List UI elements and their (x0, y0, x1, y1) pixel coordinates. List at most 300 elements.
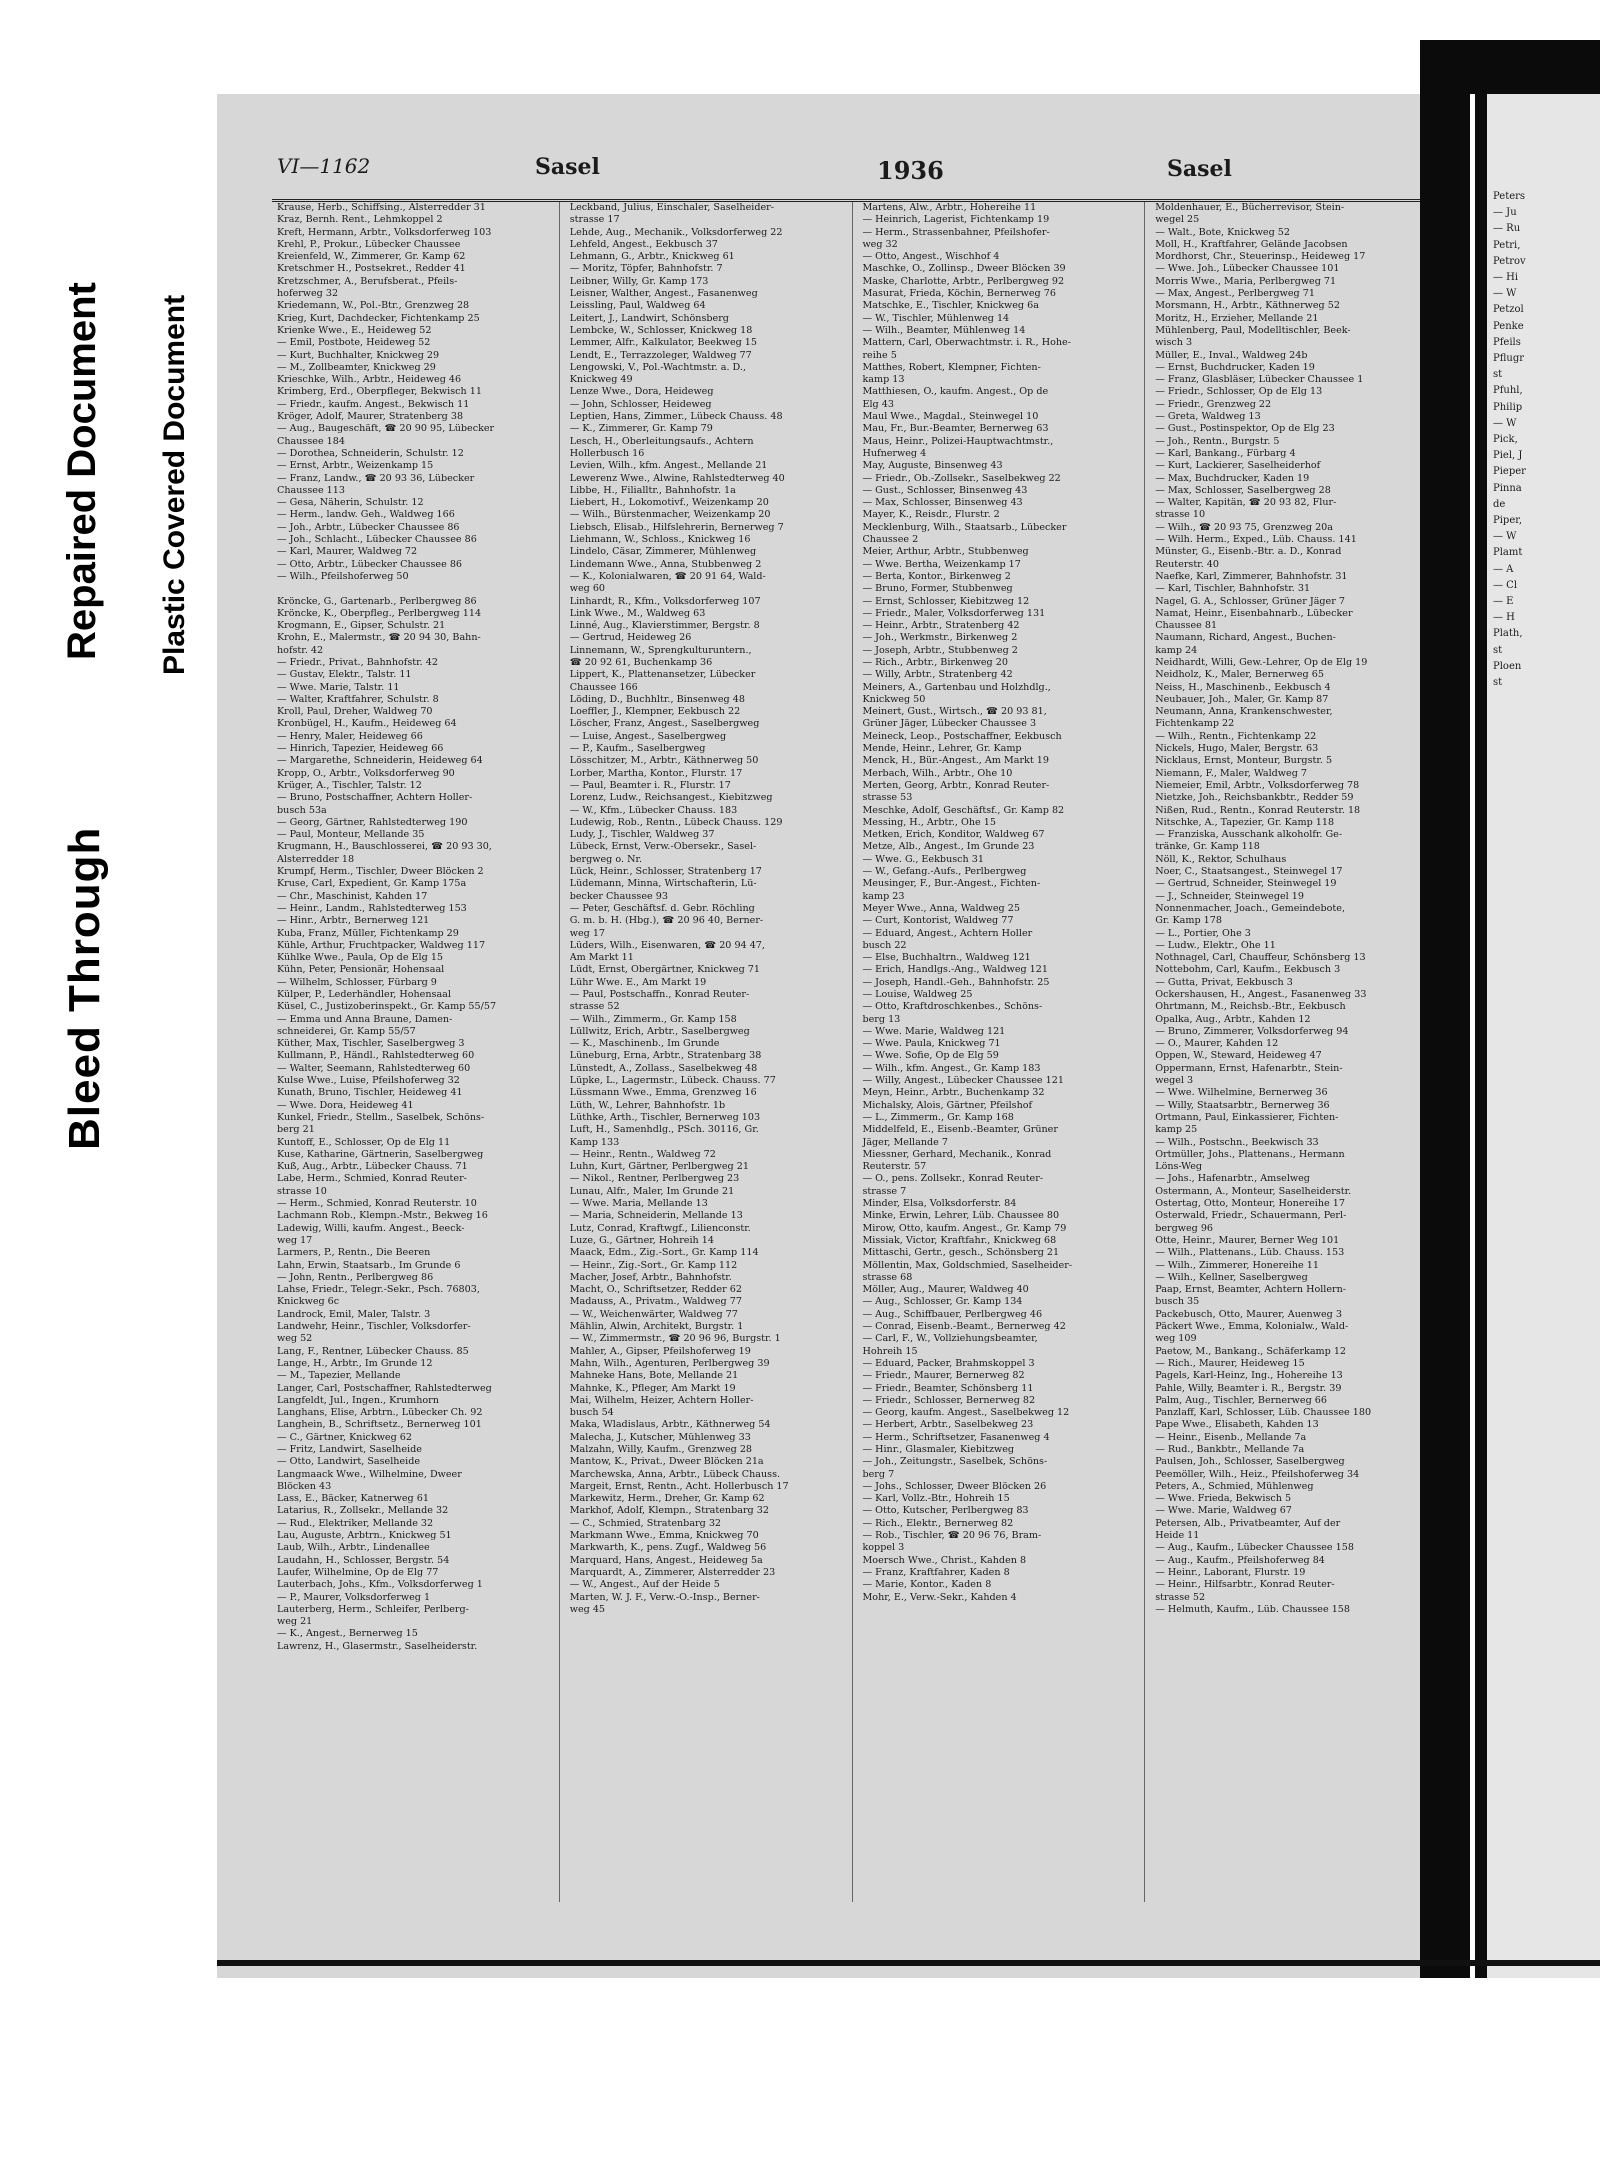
directory-entry: — Franz, Glasbläser, Lübecker Chaussee 1 (1155, 374, 1364, 386)
directory-entry: Lenze Wwe., Dora, Heideweg (569, 386, 714, 398)
directory-entry: kamp 25 (1155, 1124, 1198, 1136)
directory-entry: Pape Wwe., Elisabeth, Kahden 13 (1155, 1419, 1319, 1431)
directory-entry: Maack, Edm., Zig.-Sort., Gr. Kamp 114 (569, 1247, 759, 1259)
directory-entry: — Otto, Angest., Wischhof 4 (862, 251, 1000, 263)
directory-entry: Leptien, Hans, Zimmer., Lübeck Chauss. 48 (569, 411, 783, 423)
directory-entry: Niemeier, Emil, Arbtr., Volksdorferweg 78 (1155, 779, 1360, 791)
directory-entry: — Friedr., Schlosser, Op de Elg 13 (1155, 386, 1323, 398)
stamp-plastic-covered: Plastic Covered Document (158, 294, 191, 675)
directory-entry: — Henry, Maler, Heideweg 66 (277, 730, 423, 742)
adjacent-entry: de (1493, 498, 1506, 510)
directory-entry: — W., Angest., Auf der Heide 5 (569, 1579, 720, 1591)
directory-entry: Chaussee 2 (862, 534, 919, 546)
directory-entry: Naumann, Richard, Angest., Buchen- (1155, 632, 1336, 644)
directory-entry: — Else, Buchhaltrn., Waldweg 121 (862, 952, 1031, 964)
directory-entry: — Wilh., Zimmerm., Gr. Kamp 158 (569, 1013, 737, 1025)
directory-entry: — Nikol., Rentner, Perlbergweg 23 (569, 1173, 740, 1185)
directory-entry: — Max, Schlosser, Saselbergweg 28 (1155, 484, 1331, 496)
directory-entry: Küther, Max, Tischler, Saselbergweg 3 (277, 1038, 465, 1050)
directory-entry: Kruse, Carl, Expedient, Gr. Kamp 175a (277, 878, 467, 890)
directory-entry: — Wilh., Plattenans., Lüb. Chauss. 153 (1155, 1247, 1345, 1259)
directory-entry: Elg 43 (862, 398, 894, 410)
directory-entry: — Paul, Monteur, Mellande 35 (277, 829, 425, 841)
stamp-repaired-document: Repaired Document (60, 282, 104, 660)
directory-entry: — P., Maurer, Volksdorferweg 1 (277, 1591, 431, 1603)
directory-entry: Lahn, Erwin, Staatsarb., Im Grunde 6 (277, 1259, 461, 1271)
directory-entry: Müller, E., Inval., Waldweg 24b (1155, 349, 1308, 361)
directory-entry: — Erich, Handlgs.-Ang., Waldweg 121 (862, 964, 1048, 976)
directory-entry: Mählin, Alwin, Architekt, Burgstr. 1 (569, 1321, 744, 1333)
directory-entry: Lüthke, Arth., Tischler, Bernerweg 103 (569, 1111, 761, 1123)
directory-entry: strasse 52 (569, 1001, 620, 1013)
directory-entry: — Kurt, Lackierer, Saselheiderhof (1155, 460, 1321, 472)
directory-entry: Lau, Auguste, Arbtrn., Knickweg 51 (277, 1530, 452, 1542)
directory-entry: Mende, Heinr., Lehrer, Gr. Kamp (862, 743, 1022, 755)
adjacent-entry: — Cl (1493, 579, 1518, 591)
directory-entry: — M., Zollbeamter, Knickweg 29 (277, 361, 436, 373)
directory-entry: Liehmann, W., Schloss., Knickweg 16 (569, 534, 751, 546)
directory-entry: — Wilhelm, Schlosser, Fürbarg 9 (277, 976, 437, 988)
directory-entry: Knickweg 6c (277, 1296, 340, 1308)
directory-column-4 (1155, 202, 1427, 1902)
directory-entry: Panzlaff, Karl, Schlosser, Lüb. Chaussee 180 (1155, 1407, 1372, 1419)
directory-entry: Malecha, J., Kutscher, Mühlenweg 33 (569, 1431, 751, 1443)
adjacent-entry: — W (1493, 417, 1517, 429)
directory-entry: — Gutta, Privat, Eekbusch 3 (1155, 976, 1293, 988)
directory-entry: Lunau, Alfr., Maler, Im Grunde 21 (569, 1185, 735, 1197)
directory-entry: Ortmüller, Johs., Plattenans., Hermann (1155, 1148, 1345, 1160)
directory-entry: Kühn, Peter, Pensionär, Hohensaal (277, 964, 445, 976)
directory-entry: — Paul, Postschaffn., Konrad Reuter- (569, 989, 750, 1000)
directory-entry: weg 52 (277, 1333, 313, 1345)
directory-entry: Kröncke, G., Gartenarb., Perlbergweg 86 (277, 595, 477, 607)
directory-entry: Leisner, Walther, Angest., Fasanenweg (569, 288, 758, 300)
directory-entry: Moritz, H., Erzieher, Mellande 21 (1155, 312, 1319, 324)
directory-entry: — Walter, Kraftfahrer, Schulstr. 8 (277, 693, 439, 705)
directory-entry: Morris Wwe., Maria, Perlbergweg 71 (1155, 275, 1337, 287)
adjacent-entry: — Ju (1493, 207, 1517, 219)
directory-entry: Löding, D., Buchhltr., Binsenweg 48 (569, 693, 745, 705)
directory-entry: Mahn, Wilh., Agenturen, Perlbergweg 39 (569, 1357, 770, 1369)
directory-entry: — John, Rentn., Perlbergweg 86 (277, 1271, 434, 1283)
directory-page (217, 94, 1470, 1978)
adjacent-entry: — H (1493, 612, 1515, 624)
directory-entry: — Aug., Schlosser, Gr. Kamp 134 (862, 1296, 1023, 1308)
directory-entry: Moll, H., Kraftfahrer, Gelände Jacobsen (1155, 238, 1348, 250)
directory-entry: Lorenz, Ludw., Reichsangest., Kiebitzweg (569, 792, 773, 804)
directory-entry: Kuba, Franz, Müller, Fichtenkamp 29 (277, 927, 459, 939)
directory-entry: — Wilh., Bürstenmacher, Weizenkamp 20 (569, 509, 771, 521)
directory-entry: Lindemann Wwe., Anna, Stubbenweg 2 (569, 558, 762, 570)
adjacent-entry: Piel, J (1493, 450, 1523, 462)
directory-entry: Langer, Carl, Postschaffner, Rahlstedterweg (277, 1382, 492, 1394)
directory-entry: busch 53a (277, 804, 327, 816)
directory-entry: — Rob., Tischler, ☎ 20 96 76, Bram- (862, 1530, 1042, 1542)
directory-entry: — Wwe. Bertha, Weizenkamp 17 (862, 558, 1021, 570)
directory-entry: Neubauer, Joh., Maler, Gr. Kamp 87 (1155, 693, 1329, 705)
directory-entry: Markwarth, K., pens. Zugf., Waldweg 56 (569, 1542, 767, 1554)
directory-entry: — Franz, Landw., ☎ 20 93 36, Lübecker (277, 472, 475, 484)
directory-entry: Messing, H., Arbtr., Ohe 15 (862, 816, 996, 828)
directory-entry: wegel 25 (1155, 214, 1200, 226)
adjacent-entry: — Hi (1493, 272, 1519, 284)
directory-entry: Lutz, Conrad, Kraftwgf., Lilienconstr. (569, 1222, 751, 1234)
directory-entry: busch 54 (569, 1407, 614, 1419)
directory-entry: — Berta, Kontor., Birkenweg 2 (862, 570, 1011, 582)
directory-entry: kamp 23 (862, 890, 905, 902)
adjacent-entry: st (1493, 369, 1503, 381)
adjacent-entry: st (1493, 644, 1503, 656)
directory-entry: — Aug., Kaufm., Pfeilshoferweg 84 (1155, 1554, 1325, 1566)
directory-entry: — Joh., Rentn., Burgstr. 5 (1155, 435, 1280, 447)
directory-entry: Grüner Jäger, Lübecker Chaussee 3 (862, 718, 1037, 730)
directory-entry: — Herm., Strassenbahner, Pfeilshofer- (862, 226, 1050, 238)
directory-entry: — Hinr., Arbtr., Bernerweg 121 (277, 915, 430, 927)
directory-entry: — Maria, Schneiderin, Mellande 13 (569, 1210, 743, 1222)
directory-entry: — Joh., Schlacht., Lübecker Chaussee 86 (277, 534, 477, 546)
directory-entry: Linnemann, W., Sprengkulturuntern., (569, 644, 752, 656)
directory-entry: — Aug., Baugeschäft, ☎ 20 90 95, Lübecker (277, 423, 495, 435)
directory-entry: — Karl, Tischler, Bahnhofstr. 31 (1155, 583, 1311, 595)
adjacent-entry: Philip (1493, 401, 1523, 413)
directory-entry: — Joseph, Handl.-Geh., Bahnhofstr. 25 (862, 976, 1050, 988)
directory-entry: Otte, Heinr., Maurer, Berner Weg 101 (1155, 1234, 1340, 1246)
directory-entry: Ludewig, Rob., Rentn., Lübeck Chauss. 129 (569, 816, 783, 828)
directory-entry: Kraz, Bernh. Rent., Lehmkoppel 2 (277, 214, 443, 226)
directory-entry: — Kurt, Buchhalter, Knickweg 29 (277, 349, 440, 361)
directory-entry: strasse 10 (277, 1185, 327, 1197)
directory-entry: Krienke Wwe., E., Heideweg 52 (277, 324, 432, 336)
directory-entry: Palm, Aug., Tischler, Bernerweg 66 (1155, 1394, 1327, 1406)
directory-entry: Nißen, Rud., Rentn., Konrad Reuterstr. 18 (1155, 804, 1361, 816)
adjacent-entry: Pfuhl, (1493, 385, 1523, 397)
directory-entry: Neiss, H., Maschinenb., Eekbusch 4 (1155, 681, 1331, 693)
directory-entry: kamp 24 (1155, 644, 1198, 656)
directory-entry: — Heinr., Eisenb., Mellande 7a (1155, 1431, 1307, 1443)
directory-entry: — Friedr., Beamter, Schönsberg 11 (862, 1382, 1034, 1394)
directory-entry: — P., Kaufm., Saselbergweg (569, 743, 706, 755)
directory-entry: Kullmann, P., Händl., Rahlstedterweg 60 (277, 1050, 475, 1062)
directory-entry: Meusinger, F., Bur.-Angest., Fichten- (862, 878, 1041, 890)
directory-entry: Mai, Wilhelm, Heizer, Achtern Holler- (569, 1394, 754, 1406)
directory-entry: — Wwe. Maria, Mellande 13 (569, 1198, 708, 1210)
directory-entry: — Rich., Arbtr., Birkenweg 20 (862, 656, 1008, 668)
directory-entry: — Johs., Hafenarbtr., Amselweg (1155, 1173, 1310, 1185)
directory-entry: Meyn, Heinr., Arbtr., Buchenkamp 32 (862, 1087, 1045, 1099)
directory-entry: Hohreih 15 (862, 1345, 918, 1357)
directory-entry: — W., Kfm., Lübecker Chauss. 183 (569, 804, 738, 816)
adjacent-entry: Plamt (1493, 547, 1523, 559)
directory-entry: Mayer, K., Reisdr., Flurstr. 2 (862, 509, 1000, 521)
directory-entry: — Franziska, Ausschank alkoholfr. Ge- (1155, 829, 1343, 841)
directory-entry: — Louise, Waldweg 25 (862, 989, 973, 1000)
directory-entry: Mordhorst, Chr., Steuerinsp., Heideweg 17 (1155, 251, 1366, 263)
directory-entry: — W., Tischler, Mühlenweg 14 (862, 312, 1010, 324)
page-gutter (1475, 94, 1487, 1978)
directory-entry: — Margarethe, Schneiderin, Heideweg 64 (277, 755, 483, 767)
directory-entry: Nothnagel, Carl, Chauffeur, Schönsberg 13 (1155, 952, 1366, 964)
directory-entry: — Gertrud, Heideweg 26 (569, 632, 692, 644)
directory-entry: berg 21 (277, 1124, 315, 1136)
directory-entry: — Wilh., Beamter, Mühlenweg 14 (862, 324, 1026, 336)
directory-entry: Macht, O., Schriftsetzer, Redder 62 (569, 1284, 742, 1296)
adjacent-entry: Piper, (1493, 515, 1523, 527)
directory-entry: Lüpke, L., Lagermstr., Lübeck. Chauss. 77 (569, 1075, 776, 1087)
directory-entry: — Karl, Bankang., Fürbarg 4 (1155, 447, 1296, 459)
directory-entry: bergweg 96 (1155, 1222, 1214, 1234)
adjacent-entry: st (1493, 677, 1503, 689)
directory-entry: — Friedr., Grenzweg 22 (1155, 398, 1272, 410)
directory-entry: Naefke, Karl, Zimmerer, Bahnhofstr. 31 (1155, 570, 1348, 582)
directory-entry: Krugmann, H., Bauschlosserei, ☎ 20 93 30, (277, 841, 492, 853)
directory-entry: — Ernst, Schlosser, Kiebitzweg 12 (862, 595, 1030, 607)
directory-entry: hoferweg 32 (277, 288, 339, 300)
directory-entry: — Friedr., Privat., Bahnhofstr. 42 (277, 656, 438, 668)
directory-entry: — Friedr., Ob.-Zollsekr., Saselbekweg 22 (862, 472, 1061, 484)
directory-entry: weg 21 (277, 1616, 313, 1628)
directory-entry: — Willy, Arbtr., Stratenberg 42 (862, 669, 1013, 681)
directory-entry: Krogmann, E., Gipser, Schulstr. 21 (277, 620, 446, 632)
directory-entry: Kuntoff, E., Schlosser, Op de Elg 11 (277, 1136, 451, 1148)
directory-entry: Kuß, Aug., Arbtr., Lübecker Chauss. 71 (277, 1161, 468, 1173)
directory-entry: Lembcke, W., Schlosser, Knickweg 18 (569, 324, 753, 336)
directory-entry: Langfeldt, Jul., Ingen., Krumhorn (277, 1394, 439, 1406)
directory-entry: — Franz, Kraftfahrer, Kaden 8 (862, 1566, 1010, 1578)
directory-entry: Lass, E., Bäcker, Katnerweg 61 (277, 1493, 429, 1505)
directory-entry: Jäger, Mellande 7 (862, 1136, 948, 1148)
directory-entry: Ladewig, Willi, kaufm. Angest., Beeck- (277, 1222, 465, 1234)
directory-entry: — Gertrud, Schneider, Steinwegel 19 (1155, 878, 1337, 890)
directory-entry: Minke, Erwin, Lehrer, Lüb. Chaussee 80 (862, 1210, 1060, 1222)
directory-entry: — Carl, F., W., Vollziehungsbeamter, (862, 1333, 1038, 1345)
directory-entry: Möller, Aug., Maurer, Waldweg 40 (862, 1284, 1029, 1296)
column-divider (852, 202, 853, 1902)
directory-entry: Chaussee 166 (569, 681, 638, 693)
directory-column-1 (277, 202, 549, 1902)
directory-entry: Mahneke Hans, Bote, Mellande 21 (569, 1370, 739, 1382)
directory-entry: Mau, Fr., Bur.-Beamter, Bernerweg 63 (862, 423, 1049, 435)
adjacent-entry: Petzol (1493, 304, 1524, 316)
directory-entry: Heide 11 (1155, 1530, 1200, 1542)
directory-entry: Lehde, Aug., Mechanik., Volksdorferweg 22 (569, 226, 783, 238)
directory-entry: Nickels, Hugo, Maler, Bergstr. 63 (1155, 743, 1319, 755)
directory-entry: Gr. Kamp 178 (1155, 915, 1222, 927)
directory-entry: Mühlenberg, Paul, Modelltischler, Beek- (1155, 324, 1351, 336)
directory-entry: Chaussee 184 (277, 435, 345, 447)
directory-entry: — Max, Angest., Perlbergweg 71 (1155, 288, 1315, 300)
directory-entry: strasse 7 (862, 1185, 907, 1197)
directory-entry: Lemmer, Alfr., Kalkulator, Beekweg 15 (569, 337, 758, 349)
directory-entry: — Hinr., Glasmaler, Kiebitzweg (862, 1443, 1015, 1455)
directory-entry: — Georg, Gärtner, Rahlstedterweg 190 (277, 816, 468, 828)
directory-entry: — Max, Schlosser, Binsenweg 43 (862, 497, 1023, 509)
directory-entry: Masurat, Frieda, Köchin, Bernerweg 76 (862, 288, 1056, 300)
directory-entry: — Wwe. Wilhelmine, Bernerweg 36 (1155, 1087, 1328, 1099)
directory-entry: Blöcken 43 (277, 1480, 332, 1492)
adjacent-page-strip (1475, 94, 1600, 1978)
adjacent-entry: Pfeils (1493, 336, 1521, 348)
directory-entry: Larmers, P., Rentn., Die Beeren (277, 1247, 431, 1259)
directory-entry: Lindelo, Cäsar, Zimmerer, Mühlenweg (569, 546, 757, 558)
directory-entry: Kroll, Paul, Dreher, Waldweg 70 (277, 706, 433, 718)
adjacent-entry: Peters (1493, 191, 1526, 202)
directory-entry: Laudahn, H., Schlosser, Bergstr. 54 (277, 1554, 450, 1566)
adjacent-entry: — W (1493, 531, 1517, 543)
directory-entry: Löns-Weg (1155, 1161, 1203, 1173)
directory-entry: Hollerbusch 16 (569, 447, 645, 459)
directory-entry: Knickweg 50 (862, 693, 926, 705)
directory-entry: Mecklenburg, Wilh., Staatsarb., Lübecker (862, 521, 1067, 533)
directory-entry: Knickweg 49 (569, 374, 633, 386)
directory-entry: Krohn, E., Malermstr., ☎ 20 94 30, Bahn- (277, 632, 481, 644)
directory-entry: Lachmann Rob., Klempn.-Mstr., Bekweg 16 (277, 1210, 488, 1222)
directory-entry: Markmann Wwe., Emma, Knickweg 70 (569, 1530, 759, 1542)
directory-entry: — Wwe. Dora, Heideweg 41 (277, 1099, 414, 1111)
directory-entry: — Rud., Elektriker, Mellande 32 (277, 1517, 434, 1529)
directory-entry: Opalka, Aug., Arbtr., Kahden 12 (1155, 1013, 1311, 1025)
directory-entry: — Otto, Kraftdroschkenbes., Schöns- (862, 1001, 1043, 1013)
directory-entry: Lengowski, V., Pol.-Wachtmstr. a. D., (569, 361, 746, 373)
directory-entry: Landrock, Emil, Maler, Talstr. 3 (277, 1308, 431, 1320)
directory-entry: Mahnke, K., Pfleger, Am Markt 19 (569, 1382, 736, 1394)
directory-entry: — C., Schmied, Stratenbarg 32 (569, 1517, 722, 1529)
directory-entry: Packebusch, Otto, Maurer, Auenweg 3 (1155, 1308, 1342, 1320)
directory-entry: Mantow, K., Privat., Dweer Blöcken 21a (569, 1456, 764, 1468)
directory-entry: Maul Wwe., Magdal., Steinwegel 10 (862, 411, 1039, 423)
directory-entry: Leibner, Willy, Gr. Kamp 173 (569, 275, 709, 287)
directory-entry: Kröncke, K., Oberpfleg., Perlbergweg 114 (277, 607, 482, 619)
directory-entry: — Walt., Bote, Knickweg 52 (1155, 226, 1291, 238)
directory-entry: Am Markt 11 (569, 952, 634, 964)
directory-entry: Petersen, Alb., Privatbeamter, Auf der (1155, 1517, 1341, 1529)
directory-entry: Lüdt, Ernst, Obergärtner, Knickweg 71 (569, 964, 760, 976)
directory-entry: Markhof, Adolf, Klempn., Stratenbarg 32 (569, 1505, 769, 1517)
directory-entry: Maus, Heinr., Polizei-Hauptwachtmstr., (862, 435, 1054, 447)
directory-entry: — Aug., Schiffbauer, Perlbergweg 46 (862, 1308, 1043, 1320)
directory-entry: — Joh., Zeitungstr., Saselbek, Schöns- (862, 1456, 1048, 1468)
directory-entry: Lauterberg, Herm., Schleifer, Perlberg- (277, 1603, 469, 1615)
directory-entry: — Max, Buchdrucker, Kaden 19 (1155, 472, 1310, 484)
directory-entry: Kamp 133 (569, 1136, 620, 1148)
directory-entry: — Friedr., Schlosser, Bernerweg 82 (862, 1394, 1036, 1406)
directory-entry: Lesch, H., Oberleitungsaufs., Achtern (569, 435, 754, 447)
directory-entry: Lüllwitz, Erich, Arbtr., Saselbergweg (569, 1025, 750, 1037)
scan-edge-bottom (217, 1960, 1600, 1966)
directory-entry: Morsmann, H., Arbtr., Käthnerweg 52 (1155, 300, 1340, 312)
column-divider (559, 202, 560, 1902)
adjacent-entry: Pflugr (1493, 353, 1525, 365)
adjacent-entry: Ploen (1493, 660, 1522, 672)
directory-entry: Päckert Wwe., Emma, Kolonialw., Wald- (1155, 1321, 1349, 1333)
directory-entry: Lüssmann Wwe., Emma, Grenzweg 16 (569, 1087, 757, 1099)
directory-entry: — Karl, Vollz.-Btr., Hohreih 15 (862, 1493, 1010, 1505)
directory-entry: Nicklaus, Ernst, Monteur, Burgstr. 5 (1155, 755, 1333, 767)
directory-entry: Merten, Georg, Arbtr., Konrad Reuter- (862, 779, 1050, 791)
directory-entry: Marchewska, Anna, Arbtr., Lübeck Chauss. (569, 1468, 781, 1480)
directory-entry: kamp 13 (862, 374, 905, 386)
directory-entry: — Herm., landw. Geh., Waldweg 166 (277, 509, 455, 521)
directory-entry: — Heinr., Laborant, Flurstr. 19 (1155, 1566, 1306, 1578)
directory-entry: Middelfeld, E., Eisenb.-Beamter, Grüner (862, 1124, 1058, 1136)
directory-entry: — Wwe. G., Eekbusch 31 (862, 853, 984, 865)
directory-entry: Hufnerweg 4 (862, 447, 927, 459)
directory-entry: Laub, Wilh., Arbtr., Lindenallee (277, 1542, 430, 1554)
directory-entry: — Wwe. Joh., Lübecker Chaussee 101 (1155, 263, 1340, 275)
directory-entry: Paetow, M., Bankang., Schäferkamp 12 (1155, 1345, 1347, 1357)
directory-entry: — Rich., Maurer, Heideweg 15 (1155, 1357, 1305, 1369)
directory-entry: Langhein, B., Schriftsetz., Bernerweg 101 (277, 1419, 482, 1431)
directory-entry: Metken, Erich, Konditor, Waldweg 67 (862, 829, 1045, 841)
directory-entry: Lösschitzer, M., Arbtr., Käthnerweg 50 (569, 755, 759, 767)
directory-entry: Ostermann, A., Monteur, Saselheiderstr. (1155, 1185, 1352, 1197)
directory-entry: — K., Maschinenb., Im Grunde (569, 1038, 720, 1050)
directory-entry: weg 32 (862, 238, 898, 250)
directory-entry: Kunath, Bruno, Tischler, Heideweg 41 (277, 1087, 463, 1099)
column-divider (1144, 202, 1145, 1902)
directory-entry: — Ludw., Elektr., Ohe 11 (1155, 939, 1276, 951)
directory-entry: Marten, W. J. F., Verw.-O.-Insp., Berner- (569, 1591, 760, 1603)
directory-entry: Merbach, Wilh., Arbtr., Ohe 10 (862, 767, 1013, 779)
directory-entry: Maka, Wladislaus, Arbtr., Käthnerweg 54 (569, 1419, 771, 1431)
directory-entry: Miessner, Gerhard, Mechanik., Konrad (862, 1148, 1052, 1160)
directory-entry: Martens, Alw., Arbtr., Hohereihe 11 (862, 202, 1037, 213)
directory-entry: Luft, H., Samenhdlg., PSch. 30116, Gr. (569, 1124, 759, 1136)
directory-entry: busch 35 (1155, 1296, 1200, 1308)
directory-entry: Pagels, Karl-Heinz, Ing., Hohereihe 13 (1155, 1370, 1343, 1382)
directory-entry: Fichtenkamp 22 (1155, 718, 1235, 730)
directory-entry: — Karl, Maurer, Waldweg 72 (277, 546, 418, 558)
directory-entry: Lehfeld, Angest., Eekbusch 37 (569, 238, 718, 250)
adjacent-entry: — W (1493, 288, 1517, 300)
directory-entry: Lübeck, Ernst, Verw.-Obersekr., Sasel- (569, 841, 757, 853)
directory-entry: — Ernst, Arbtr., Weizenkamp 15 (277, 460, 434, 472)
directory-entry: — Wilh., ☎ 20 93 75, Grenzweg 20a (1155, 521, 1333, 533)
directory-entry: Nagel, G. A., Schlosser, Grüner Jäger 7 (1155, 595, 1345, 607)
directory-entry: — Fritz, Landwirt, Saselheide (277, 1443, 422, 1455)
directory-entry: — Eduard, Packer, Brahmskoppel 3 (862, 1357, 1035, 1369)
directory-entry: Neidholz, K., Maler, Bernerweg 65 (1155, 669, 1324, 681)
directory-entry: — Wilh., Kellner, Saselbergweg (1155, 1271, 1308, 1283)
directory-entry: Namat, Heinr., Eisenbahnarb., Lübecker (1155, 607, 1353, 619)
directory-entry: Lawrenz, H., Glasermstr., Saselheiderstr. (277, 1640, 478, 1652)
directory-entry: — Aug., Kaufm., Lübecker Chaussee 158 (1155, 1542, 1354, 1554)
directory-entry: — Georg, kaufm. Angest., Saselbekweg 12 (862, 1407, 1070, 1419)
directory-entry: May, Auguste, Binsenweg 43 (862, 460, 1003, 472)
directory-entry: — Wwe. Frieda, Bekwisch 5 (1155, 1493, 1292, 1505)
adjacent-entry: — Ru (1493, 223, 1521, 235)
directory-entry: Kröger, Adolf, Maurer, Stratenberg 38 (277, 411, 464, 423)
directory-entry: — Walter, Kapitän, ☎ 20 93 82, Flur- (1155, 497, 1337, 509)
directory-entry: Ohrtmann, M., Reichsb.-Btr., Eekbusch (1155, 1001, 1346, 1013)
directory-entry: Krimberg, Erd., Oberpfleger, Bekwisch 11 (277, 386, 482, 398)
directory-entry: — L., Portier, Ohe 3 (1155, 927, 1251, 939)
directory-entry: — M., Tapezier, Mellande (277, 1370, 401, 1382)
directory-entry: Noer, C., Staatsangest., Steinwegel 17 (1155, 866, 1343, 878)
adjacent-entry: Petrov (1493, 255, 1526, 267)
directory-entry: — Heinr., Landm., Rahlstedterweg 153 (277, 902, 467, 914)
directory-entry: — Hinrich, Tapezier, Heideweg 66 (277, 743, 444, 755)
directory-entry: Linhardt, R., Kfm., Volksdorferweg 107 (569, 595, 761, 607)
directory-entry: Langmaack Wwe., Wilhelmine, Dweer (277, 1468, 462, 1480)
directory-entry: Osterwald, Friedr., Schauermann, Perl- (1155, 1210, 1347, 1222)
directory-entry: wegel 3 (1155, 1075, 1194, 1087)
directory-entry: — Rich., Elektr., Bernerweg 82 (862, 1517, 1014, 1529)
directory-entry: Mahler, A., Gipser, Pfeilshoferweg 19 (569, 1345, 751, 1357)
directory-entry: — Wilh., Zimmerer, Honereihe 11 (1155, 1259, 1319, 1271)
directory-entry: weg 60 (569, 583, 606, 595)
directory-entry: Nottebohm, Carl, Kaufm., Eekbusch 3 (1155, 964, 1341, 976)
directory-entry: strasse 17 (569, 214, 620, 226)
